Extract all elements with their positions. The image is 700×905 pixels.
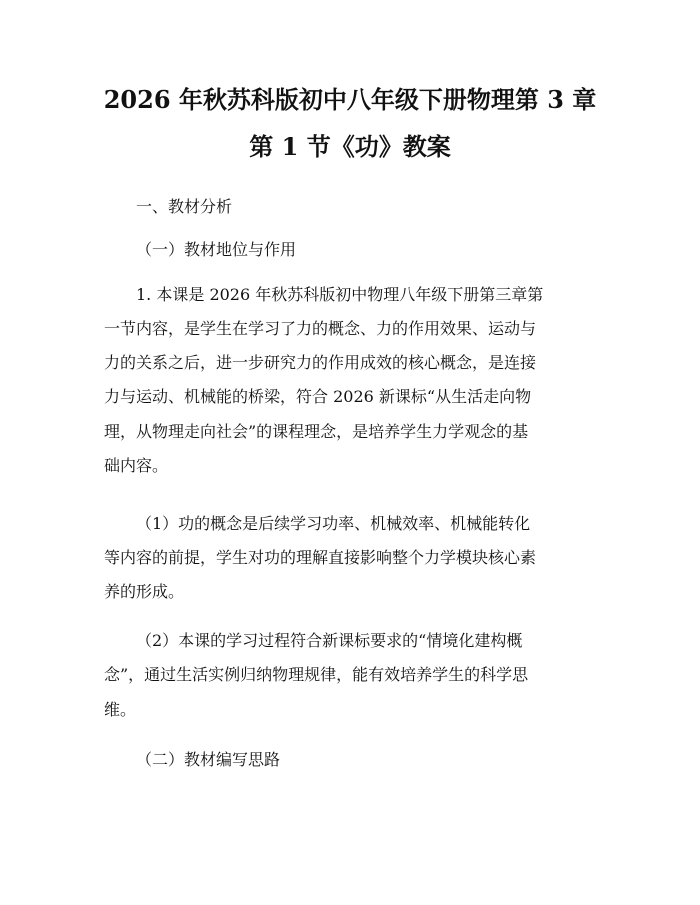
paragraph-1-line: 础内容。: [104, 456, 169, 475]
paragraph-1-line: 力的关系之后，进一步研究力的作用成效的核心概念，是连接: [104, 353, 537, 372]
paragraph-1-line: 理，从物理走向社会”的课程理念，是培养学生力学观念的基: [104, 422, 529, 441]
section-heading-textbook-analysis: 一、教材分析: [136, 197, 233, 216]
document-title-line-2: 第 1 节《功》教案: [249, 132, 451, 161]
subsection-heading-status-and-role: （一）教材地位与作用: [136, 240, 297, 259]
paragraph-3-line: 念”，通过生活实例归纳物理规律，能有效培养学生的科学思: [104, 665, 529, 684]
paragraph-3-line: 维。: [104, 700, 137, 719]
paragraph-1-line: 一节内容，是学生在学习了力的概念、力的作用效果、运动与: [104, 319, 537, 338]
subsection-heading-writing-approach: （二）教材编写思路: [136, 750, 281, 769]
paragraph-1-line: 1. 本课是 2026 年秋苏科版初中物理八年级下册第三章第: [136, 285, 544, 304]
paragraph-2-line: 等内容的前提，学生对功的理解直接影响整个力学模块核心素: [104, 548, 537, 567]
paragraph-2-line: 养的形成。: [104, 582, 185, 601]
document-title-line-1: 2026 年秋苏科版初中八年级下册物理第 3 章: [103, 85, 597, 114]
paragraph-3-line: （2）本课的学习过程符合新课标要求的“情境化建构概: [136, 631, 523, 650]
paragraph-1-line: 力与运动、机械能的桥梁，符合 2026 新课标“从生活走向物: [104, 387, 532, 406]
paragraph-2-line: （1）功的概念是后续学习功率、机械效率、机械能转化: [136, 514, 531, 533]
